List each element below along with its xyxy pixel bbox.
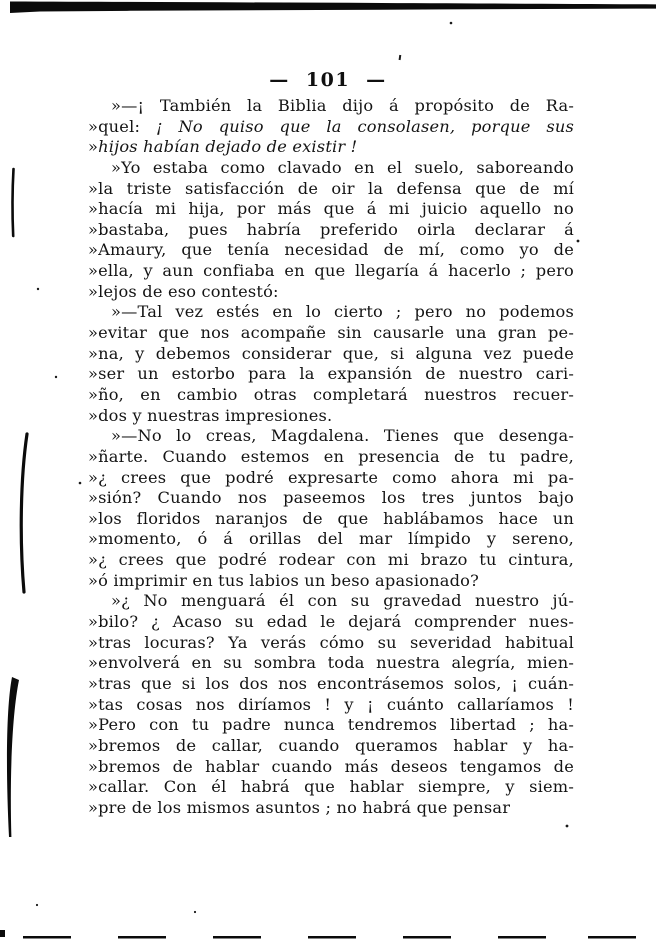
text-line [88, 777, 574, 798]
text-line [88, 344, 574, 365]
text-line [88, 179, 574, 200]
text-line [88, 509, 574, 530]
bottom-dash [118, 936, 166, 939]
text-line [88, 674, 574, 695]
bottom-dash [23, 936, 71, 939]
text-line [88, 633, 574, 654]
text-segment: »quel: [88, 116, 156, 136]
text-line [88, 137, 574, 158]
text-segment: »tras locuras? Ya verás cómo su severidad habitual [88, 632, 574, 652]
text-segment: »callar. Con él habrá que hablar siempre, y siem- [88, 777, 574, 797]
text-line [88, 736, 574, 757]
text-segment: » [88, 137, 99, 157]
text-segment: »bremos de callar, cuando queramos hablar y ha- [88, 735, 574, 755]
text-segment: »na, y debemos considerar que, si alguna vez puede [88, 343, 574, 363]
text-line [88, 323, 574, 344]
text-segment: »pre de los mismos asuntos ; no habrá que pensar [88, 797, 511, 817]
ink-stroke-2 [21, 434, 27, 592]
bottom-dash-row [23, 936, 636, 939]
text-segment: »—¡ También la Biblia dijo á propósito de Ra- [111, 96, 574, 115]
text-line [88, 653, 574, 674]
bottom-dash [588, 936, 636, 939]
page-text [88, 96, 574, 818]
text-line [88, 199, 574, 220]
page-number: — 101 — [269, 69, 387, 91]
text-segment-italic: ¡ No quiso que la consolasen, porque sus [155, 116, 574, 136]
text-line [88, 447, 574, 468]
text-segment: »tras que si los dos nos encontrásemos solos, ¡ cuán- [88, 673, 574, 693]
text-segment: »¿ crees que podré expresarte como ahora mi pa- [88, 467, 574, 487]
top-ink-bar [10, 2, 656, 14]
text-segment: »Pero con tu padre nunca tendremos libertad ; ha- [88, 715, 574, 735]
text-segment: »ño, en cambio otras completará nuestros recuer- [88, 384, 574, 404]
text-segment: »—Tal vez estés en lo cierto ; pero no podemos [111, 302, 574, 322]
text-segment: »ser un estorbo para la expansión de nuestro cari- [88, 364, 574, 384]
text-line [88, 158, 574, 179]
text-segment-italic: hijos habían dejado de existir ! [98, 137, 358, 157]
text-segment: »bastaba, pues habría preferido oirla declarar á [88, 219, 574, 239]
text-segment: »—No lo creas, Magdalena. Tienes que desenga- [111, 426, 574, 446]
text-line [88, 550, 574, 571]
text-segment: »evitar que nos acompañe sin causarle una gran pe- [88, 323, 574, 343]
text-segment: »bremos de hablar cuando más deseos tengamos de [88, 756, 574, 776]
text-line [88, 385, 574, 406]
text-line [88, 406, 574, 427]
ink-stroke-3 [7, 677, 19, 837]
text-segment: »bilo? ¿ Acaso su edad le dejará comprender nues- [88, 612, 574, 632]
text-segment: »lejos de eso contestó: [88, 281, 279, 301]
text-segment: »ella, y aun confiaba en que llegaría á hacerlo ; pero [88, 261, 574, 281]
text-segment: »¿ No menguará él con su gravedad nuestro jú- [111, 591, 574, 611]
text-line [88, 96, 574, 117]
ink-stroke-1 [12, 169, 13, 236]
text-line [88, 591, 574, 612]
text-line [88, 488, 574, 509]
bottom-dash [403, 936, 451, 939]
text-line [88, 612, 574, 633]
page-corner-mark [0, 930, 5, 937]
text-segment: »ñarte. Cuando estemos en presencia de tu padre, [88, 446, 574, 466]
text-segment: »los floridos naranjos de que hablábamos hace un [88, 508, 574, 528]
text-segment: »Amaury, que tenía necesidad de mí, como yo de [88, 240, 574, 260]
text-line [88, 282, 574, 303]
text-segment: »envolverá en su sombra toda nuestra alegría, mien- [88, 653, 574, 673]
bottom-dash [213, 936, 261, 939]
text-segment: »ó imprimir en tus labios un beso apasionado? [88, 570, 480, 590]
text-line [88, 261, 574, 282]
text-line [88, 695, 574, 716]
text-segment: »sión? Cuando nos paseemos los tres juntos bajo [88, 488, 574, 508]
text-line [88, 364, 574, 385]
text-line [88, 426, 574, 447]
text-segment: »la triste satisfacción de oir la defensa que de mí [88, 178, 574, 198]
text-line [88, 529, 574, 550]
text-segment: »dos y nuestras impresiones. [88, 405, 333, 425]
text-segment: »¿ crees que podré rodear con mi brazo tu cintura, [88, 550, 574, 570]
text-line [88, 757, 574, 778]
text-line [88, 240, 574, 261]
text-line [88, 715, 574, 736]
text-segment: »tas cosas nos diríamos ! y ¡ cuánto callaríamos ! [88, 694, 574, 714]
text-line [88, 302, 574, 323]
text-line [88, 468, 574, 489]
text-segment: »Yo estaba como clavado en el suelo, saboreando [111, 157, 574, 177]
bottom-dash [308, 936, 356, 939]
text-segment: »momento, ó á orillas del mar límpido y sereno, [88, 529, 574, 549]
text-line [88, 571, 574, 592]
text-line [88, 117, 574, 138]
text-segment: »hacía mi hija, por más que á mi juicio aquello no [88, 199, 574, 219]
text-line [88, 220, 574, 241]
bottom-dash [498, 936, 546, 939]
text-line [88, 798, 574, 819]
